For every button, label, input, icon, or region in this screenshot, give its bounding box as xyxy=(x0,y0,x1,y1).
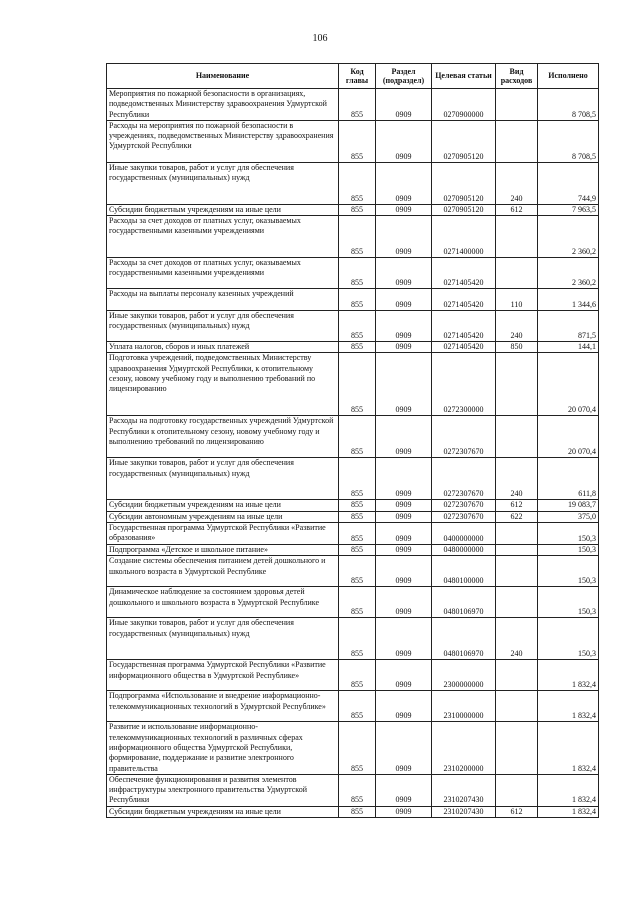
cell-target: 0272300000 xyxy=(432,353,496,416)
table-row xyxy=(107,545,599,556)
cell-type: 110 xyxy=(496,289,538,311)
cell-code: 855 xyxy=(339,545,376,556)
cell-amount: 375,0 xyxy=(538,511,599,522)
table-row xyxy=(107,660,599,691)
cell-amount: 1 832,4 xyxy=(538,660,599,691)
table-header-row xyxy=(107,64,599,89)
cell-amount: 150,3 xyxy=(538,587,599,618)
cell-target: 0480100000 xyxy=(432,556,496,587)
cell-target: 2300000000 xyxy=(432,660,496,691)
cell-code: 855 xyxy=(339,523,376,545)
cell-type: 612 xyxy=(496,500,538,511)
cell-code: 855 xyxy=(339,660,376,691)
budget-table xyxy=(106,63,599,818)
cell-amount: 150,3 xyxy=(538,545,599,556)
cell-target: 0270905120 xyxy=(432,162,496,204)
cell-name: Расходы за счет доходов от платных услуг, оказываемых государственными казенными учреждениями xyxy=(107,216,339,258)
cell-target: 0270905120 xyxy=(432,120,496,162)
table-row xyxy=(107,556,599,587)
cell-amount: 150,3 xyxy=(538,523,599,545)
cell-target: 2310207430 xyxy=(432,806,496,817)
table-row xyxy=(107,162,599,204)
cell-section: 0909 xyxy=(376,289,432,311)
cell-section: 0909 xyxy=(376,458,432,500)
cell-amount: 1 832,4 xyxy=(538,722,599,774)
cell-amount: 7 963,5 xyxy=(538,204,599,215)
cell-section: 0909 xyxy=(376,342,432,353)
cell-section: 0909 xyxy=(376,511,432,522)
table-row xyxy=(107,618,599,660)
cell-name: Государственная программа Удмуртской Республики «Развитие информационного общества в Удмуртской Республике» xyxy=(107,660,339,691)
cell-type xyxy=(496,416,538,458)
cell-code: 855 xyxy=(339,216,376,258)
cell-name: Иные закупки товаров, работ и услуг для обеспечения государственных (муниципальных) нужд xyxy=(107,311,339,342)
cell-target: 0480106970 xyxy=(432,587,496,618)
cell-section: 0909 xyxy=(376,556,432,587)
cell-amount: 2 360,2 xyxy=(538,258,599,289)
cell-type xyxy=(496,587,538,618)
cell-code: 855 xyxy=(339,806,376,817)
cell-type xyxy=(496,545,538,556)
cell-target: 2310000000 xyxy=(432,691,496,722)
cell-amount: 144,1 xyxy=(538,342,599,353)
header-section: Раздел (подраздел) xyxy=(376,64,432,89)
cell-target: 2310200000 xyxy=(432,722,496,774)
cell-name: Подпрограмма «Использование и внедрение информационно-телекоммуникационных технологий в Удмуртской Республике» xyxy=(107,691,339,722)
cell-name: Расходы за счет доходов от платных услуг, оказываемых государственными казенными учреждениями xyxy=(107,258,339,289)
cell-type xyxy=(496,120,538,162)
table-row xyxy=(107,342,599,353)
header-code: Код главы xyxy=(339,64,376,89)
table-row xyxy=(107,691,599,722)
table-row xyxy=(107,587,599,618)
table-row xyxy=(107,722,599,774)
table-row xyxy=(107,204,599,215)
cell-code: 855 xyxy=(339,500,376,511)
cell-type xyxy=(496,353,538,416)
cell-section: 0909 xyxy=(376,89,432,121)
cell-section: 0909 xyxy=(376,691,432,722)
table-row xyxy=(107,216,599,258)
cell-section: 0909 xyxy=(376,120,432,162)
cell-type xyxy=(496,89,538,121)
cell-amount: 150,3 xyxy=(538,556,599,587)
cell-name: Субсидии бюджетным учреждениям на иные цели xyxy=(107,500,339,511)
cell-amount: 19 083,7 xyxy=(538,500,599,511)
cell-type: 240 xyxy=(496,162,538,204)
cell-name: Подготовка учреждений, подведомственных Министерству здравоохранения Удмуртской Республики, к отопительному сезону, новому учебному году и выполнению требований по лицензированию xyxy=(107,353,339,416)
cell-section: 0909 xyxy=(376,587,432,618)
cell-type xyxy=(496,722,538,774)
cell-code: 855 xyxy=(339,458,376,500)
cell-section: 0909 xyxy=(376,523,432,545)
cell-name: Обеспечение функционирования и развития элементов инфраструктуры электронного правительства Удмуртской Республики xyxy=(107,774,339,806)
cell-target: 0480000000 xyxy=(432,545,496,556)
cell-code: 855 xyxy=(339,618,376,660)
cell-name: Подпрограмма «Детское и школьное питание» xyxy=(107,545,339,556)
cell-section: 0909 xyxy=(376,162,432,204)
cell-section: 0909 xyxy=(376,722,432,774)
cell-name: Расходы на выплаты персоналу казенных учреждений xyxy=(107,289,339,311)
header-executed: Исполнено xyxy=(538,64,599,89)
cell-type: 850 xyxy=(496,342,538,353)
cell-name: Государственная программа Удмуртской Республики «Развитие образования» xyxy=(107,523,339,545)
cell-target: 0271405420 xyxy=(432,342,496,353)
table-row xyxy=(107,523,599,545)
header-target: Целевая статьи xyxy=(432,64,496,89)
cell-section: 0909 xyxy=(376,204,432,215)
cell-amount: 150,3 xyxy=(538,618,599,660)
cell-type: 240 xyxy=(496,618,538,660)
cell-amount: 8 708,5 xyxy=(538,120,599,162)
cell-amount: 744,9 xyxy=(538,162,599,204)
cell-code: 855 xyxy=(339,722,376,774)
cell-type xyxy=(496,523,538,545)
cell-code: 855 xyxy=(339,342,376,353)
cell-section: 0909 xyxy=(376,311,432,342)
cell-section: 0909 xyxy=(376,416,432,458)
cell-amount: 20 070,4 xyxy=(538,416,599,458)
cell-amount: 1 832,4 xyxy=(538,691,599,722)
table-row xyxy=(107,353,599,416)
cell-code: 855 xyxy=(339,162,376,204)
cell-section: 0909 xyxy=(376,660,432,691)
cell-target: 2310207430 xyxy=(432,774,496,806)
page-number: 106 xyxy=(312,33,328,44)
cell-name: Создание системы обеспечения питанием детей дошкольного и школьного возраста в Удмуртской Республике xyxy=(107,556,339,587)
cell-section: 0909 xyxy=(376,806,432,817)
cell-name: Субсидии бюджетным учреждениям на иные цели xyxy=(107,204,339,215)
header-type: Вид расходов xyxy=(496,64,538,89)
cell-code: 855 xyxy=(339,353,376,416)
cell-code: 855 xyxy=(339,774,376,806)
cell-name: Динамическое наблюдение за состоянием здоровья детей дошкольного и школьного возраста в Удмуртской Республике xyxy=(107,587,339,618)
cell-amount: 1 832,4 xyxy=(538,774,599,806)
cell-name: Иные закупки товаров, работ и услуг для обеспечения государственных (муниципальных) нужд xyxy=(107,458,339,500)
cell-type: 622 xyxy=(496,511,538,522)
table-row xyxy=(107,500,599,511)
table-row xyxy=(107,458,599,500)
header-name: Наименование xyxy=(107,64,339,89)
cell-target: 0271400000 xyxy=(432,216,496,258)
cell-amount: 1 344,6 xyxy=(538,289,599,311)
cell-amount: 871,5 xyxy=(538,311,599,342)
cell-target: 0270900000 xyxy=(432,89,496,121)
cell-section: 0909 xyxy=(376,774,432,806)
cell-type xyxy=(496,691,538,722)
cell-name: Субсидии автономным учреждениям на иные цели xyxy=(107,511,339,522)
cell-type: 240 xyxy=(496,311,538,342)
cell-type xyxy=(496,556,538,587)
cell-target: 0270905120 xyxy=(432,204,496,215)
cell-type xyxy=(496,216,538,258)
cell-name: Субсидии бюджетным учреждениям на иные цели xyxy=(107,806,339,817)
cell-name: Иные закупки товаров, работ и услуг для обеспечения государственных (муниципальных) нужд xyxy=(107,162,339,204)
cell-code: 855 xyxy=(339,289,376,311)
cell-code: 855 xyxy=(339,120,376,162)
table-row xyxy=(107,416,599,458)
cell-section: 0909 xyxy=(376,500,432,511)
cell-target: 0271405420 xyxy=(432,258,496,289)
table-row xyxy=(107,311,599,342)
cell-amount: 20 070,4 xyxy=(538,353,599,416)
table-row xyxy=(107,258,599,289)
cell-type xyxy=(496,258,538,289)
cell-code: 855 xyxy=(339,258,376,289)
cell-name: Расходы на мероприятия по пожарной безопасности в учреждениях, подведомственных Министерству здравоохранения Удмуртской Республики xyxy=(107,120,339,162)
cell-name: Мероприятия по пожарной безопасности в организациях, подведомственных Министерству здравоохранения Удмуртской Республики xyxy=(107,89,339,121)
cell-target: 0272307670 xyxy=(432,458,496,500)
cell-amount: 8 708,5 xyxy=(538,89,599,121)
cell-amount: 611,8 xyxy=(538,458,599,500)
cell-type: 612 xyxy=(496,204,538,215)
table-row xyxy=(107,806,599,817)
table-row xyxy=(107,120,599,162)
cell-name: Развитие и использование информационно-телекоммуникационных технологий в различных сферах информационного общества Удмуртской Республики, формирование, поддержание и развитие электронного правительства xyxy=(107,722,339,774)
cell-target: 0272307670 xyxy=(432,511,496,522)
cell-section: 0909 xyxy=(376,545,432,556)
cell-name: Иные закупки товаров, работ и услуг для обеспечения государственных (муниципальных) нужд xyxy=(107,618,339,660)
table-row xyxy=(107,774,599,806)
cell-target: 0272307670 xyxy=(432,416,496,458)
cell-section: 0909 xyxy=(376,258,432,289)
cell-type xyxy=(496,660,538,691)
cell-section: 0909 xyxy=(376,353,432,416)
cell-code: 855 xyxy=(339,587,376,618)
cell-code: 855 xyxy=(339,416,376,458)
cell-target: 0272307670 xyxy=(432,500,496,511)
cell-type: 612 xyxy=(496,806,538,817)
cell-section: 0909 xyxy=(376,216,432,258)
cell-target: 0271405420 xyxy=(432,311,496,342)
cell-target: 0480106970 xyxy=(432,618,496,660)
cell-code: 855 xyxy=(339,89,376,121)
cell-code: 855 xyxy=(339,691,376,722)
cell-code: 855 xyxy=(339,511,376,522)
table-row xyxy=(107,89,599,121)
cell-name: Расходы на подготовку государственных учреждений Удмуртской Республики к отопительному сезону, новому учебному году и выполнению требований по лицензированию xyxy=(107,416,339,458)
cell-code: 855 xyxy=(339,556,376,587)
table-row xyxy=(107,511,599,522)
cell-amount: 2 360,2 xyxy=(538,216,599,258)
cell-target: 0400000000 xyxy=(432,523,496,545)
cell-amount: 1 832,4 xyxy=(538,806,599,817)
cell-name: Уплата налогов, сборов и иных платежей xyxy=(107,342,339,353)
cell-type: 240 xyxy=(496,458,538,500)
cell-section: 0909 xyxy=(376,618,432,660)
cell-code: 855 xyxy=(339,204,376,215)
table-row xyxy=(107,289,599,311)
cell-type xyxy=(496,774,538,806)
cell-target: 0271405420 xyxy=(432,289,496,311)
cell-code: 855 xyxy=(339,311,376,342)
